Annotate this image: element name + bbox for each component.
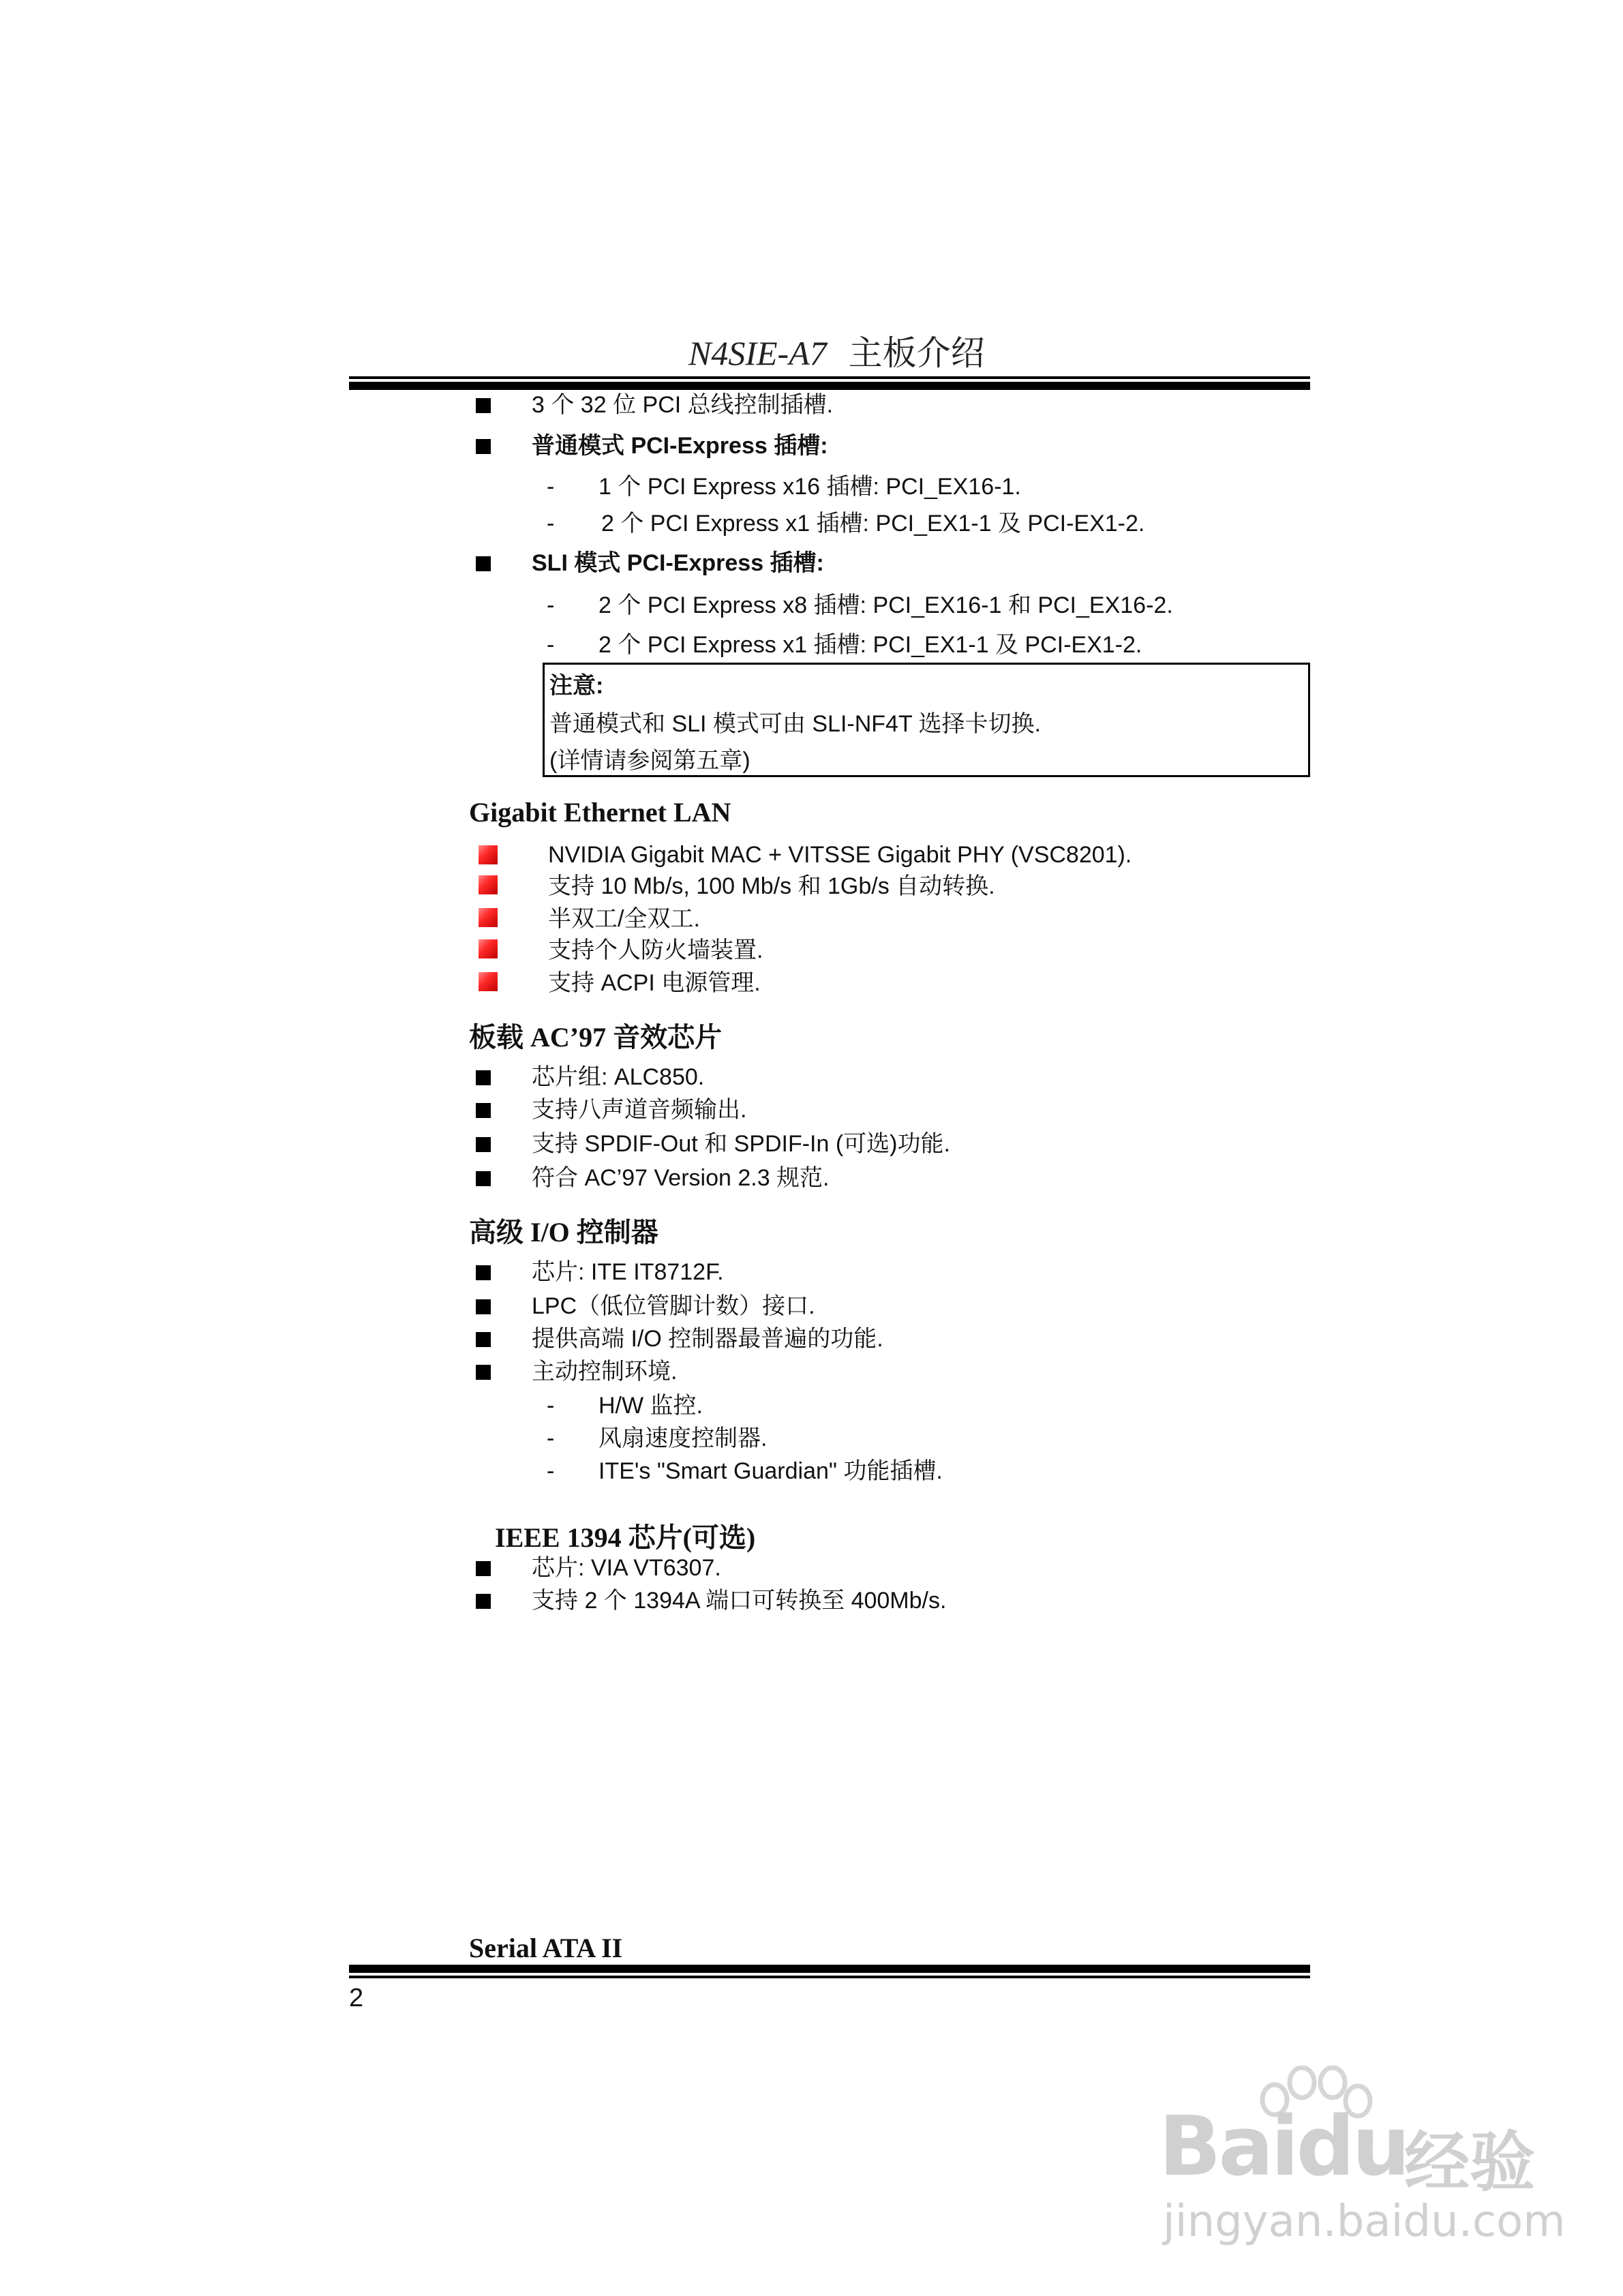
normal-mode-title: 普通模式 PCI-Express 插槽: (532, 433, 828, 459)
audio-item: 芯片组: ALC850. (532, 1064, 705, 1090)
sli-mode-item: 2 个 PCI Express x1 插槽: PCI_EX1-1 及 PCI-EX1-2. (598, 632, 1142, 658)
normal-mode-item: 2 个 PCI Express x1 插槽: PCI_EX1-1 及 PCI-EX1-2. (601, 511, 1145, 537)
red-bullet-icon (479, 908, 498, 927)
dash-bullet: - (547, 474, 555, 500)
ieee-heading: IEEE 1394 芯片(可选) (495, 1522, 756, 1553)
io-sub-item: 风扇速度控制器. (598, 1425, 768, 1451)
normal-mode-item: 1 个 PCI Express x16 插槽: PCI_EX16-1. (598, 474, 1021, 500)
model-name: N4SIE-A7 (688, 334, 827, 372)
io-heading: 高级 I/O 控制器 (469, 1217, 658, 1248)
pci-slot-item: 3 个 32 位 PCI 总线控制插槽. (532, 392, 834, 418)
lan-item: 支持 10 Mb/s, 100 Mb/s 和 1Gb/s 自动转换. (548, 873, 995, 899)
sli-mode-title: SLI 模式 PCI-Express 插槽: (532, 550, 824, 576)
watermark-url: jingyan.baidu.com (1163, 2196, 1566, 2247)
next-section-heading: Serial ATA II (469, 1933, 623, 1963)
audio-item: 支持 SPDIF-Out 和 SPDIF-In (可选)功能. (532, 1131, 950, 1157)
bullet-square-icon (476, 1070, 491, 1085)
dash-bullet: - (547, 511, 555, 537)
bullet-square-icon (476, 1365, 491, 1380)
footer-rule-thin (349, 1976, 1310, 1978)
audio-item: 符合 AC’97 Version 2.3 规范. (532, 1165, 830, 1191)
io-item: 芯片: ITE IT8712F. (532, 1259, 724, 1285)
red-bullet-icon (479, 875, 498, 894)
lan-heading: Gigabit Ethernet LAN (469, 797, 731, 828)
bullet-square-icon (476, 1265, 491, 1280)
watermark-cn: 经验 (1404, 2124, 1535, 2201)
ieee-item: 支持 2 个 1394A 端口可转换至 400Mb/s. (532, 1588, 947, 1614)
bullet-square-icon (476, 1332, 491, 1347)
audio-heading: 板载 AC’97 音效芯片 (469, 1022, 723, 1053)
dash-bullet: - (547, 1425, 555, 1451)
red-bullet-icon (479, 972, 498, 991)
note-title: 注意: (549, 673, 604, 699)
watermark-brand-part1: Bai (1159, 2100, 1296, 2194)
red-bullet-icon (479, 845, 498, 864)
ieee-item: 芯片: VIA VT6307. (532, 1555, 721, 1581)
bullet-square-icon (476, 1137, 491, 1152)
io-item: 提供高端 I/O 控制器最普遍的功能. (532, 1326, 883, 1352)
lan-item: 支持 ACPI 电源管理. (548, 970, 761, 996)
header-rule-thin (349, 376, 1310, 379)
lan-item: 半双工/全双工. (548, 906, 700, 932)
bullet-square-icon (476, 1299, 491, 1314)
bullet-square-icon (476, 1171, 491, 1186)
note-line: 普通模式和 SLI 模式可由 SLI-NF4T 选择卡切换. (549, 711, 1042, 737)
bullet-square-icon (476, 439, 491, 454)
footer-rule-thick (349, 1965, 1310, 1973)
bullet-square-icon (476, 556, 491, 571)
io-sub-item: H/W 监控. (598, 1393, 703, 1419)
dash-bullet: - (547, 1458, 555, 1484)
bullet-square-icon (476, 1103, 491, 1118)
sli-mode-item: 2 个 PCI Express x8 插槽: PCI_EX16-1 和 PCI_EX16-2. (598, 592, 1173, 618)
watermark-brand-part2: du (1296, 2100, 1408, 2194)
header-rule-thick (349, 382, 1310, 390)
lan-item: 支持个人防火墙装置. (548, 937, 763, 963)
page-number: 2 (349, 1984, 364, 2012)
bullet-square-icon (476, 1561, 491, 1576)
bullet-square-icon (476, 398, 491, 413)
io-item: LPC（低位管脚计数）接口. (532, 1293, 815, 1319)
lan-item: NVIDIA Gigabit MAC + VITSSE Gigabit PHY (VSC8201). (548, 842, 1132, 868)
page-header-title (688, 326, 985, 375)
section-title: 主板介绍 (848, 333, 985, 373)
bullet-square-icon (476, 1594, 491, 1609)
io-item: 主动控制环境. (532, 1359, 678, 1385)
red-bullet-icon (479, 939, 498, 958)
audio-item: 支持八声道音频输出. (532, 1097, 747, 1123)
watermark-brand (1159, 2100, 1408, 2194)
dash-bullet: - (547, 592, 555, 618)
dash-bullet: - (547, 632, 555, 658)
note-line: (详情请参阅第五章) (549, 748, 750, 774)
dash-bullet: - (547, 1393, 555, 1419)
io-sub-item: ITE's "Smart Guardian" 功能插槽. (598, 1458, 943, 1484)
